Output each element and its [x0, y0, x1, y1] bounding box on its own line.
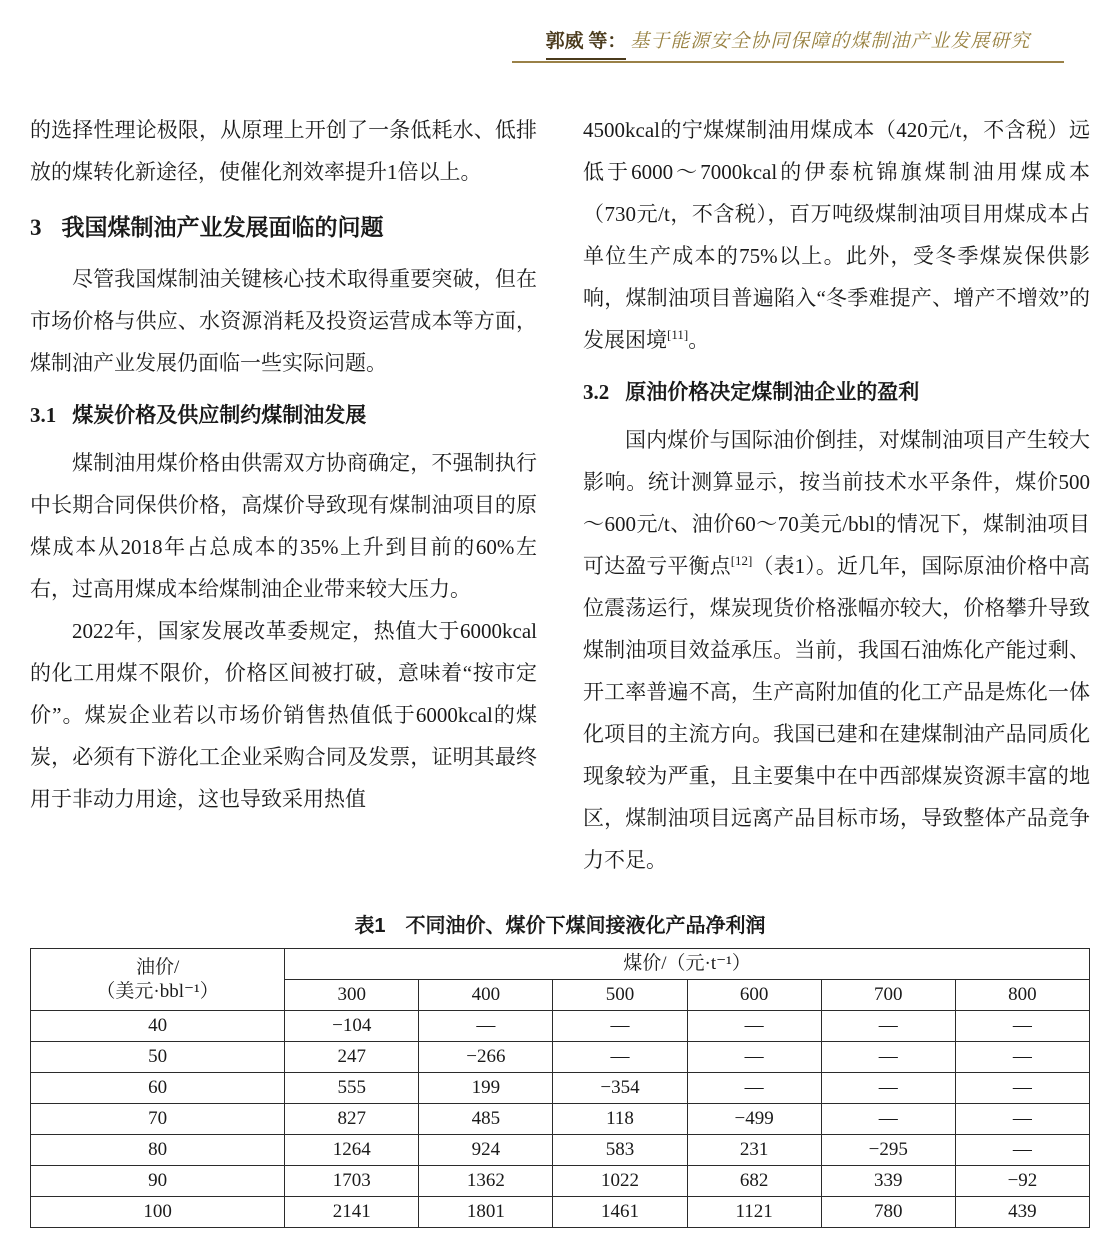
section-number: 3.1 [30, 403, 57, 427]
oil-price-cell: 50 [31, 1042, 285, 1073]
paragraph-text: 4500kcal的宁煤煤制油用煤成本（420元/t，不含税）远低于6000～7000kcal的伊泰杭锦旗煤制油用煤成本（730元/t，不含税），百万吨级煤制油项目用煤成本占单位生产成本的75%以上。此外，受冬季煤炭保供影响，煤制油项目普遍陷入“冬季难提产、增产不增效”的发展困境 [583, 118, 1090, 352]
table-header-row-1 [31, 949, 1090, 980]
table-cell: 555 [285, 1073, 419, 1104]
table-cell: −354 [553, 1073, 687, 1104]
table-cell: 485 [419, 1104, 553, 1135]
oil-price-header-line1: 油价/ [135, 956, 180, 978]
oil-price-header-line2: （美元·bbl⁻¹） [96, 980, 219, 1002]
table-cell: 439 [955, 1197, 1089, 1228]
paragraph-continuation [30, 109, 537, 193]
table-cell: — [821, 1011, 955, 1042]
table-cell: 1461 [553, 1197, 687, 1228]
section-title: 我国煤制油产业发展面临的问题 [61, 214, 384, 240]
table-cell: 1801 [419, 1197, 553, 1228]
table-cell: — [821, 1104, 955, 1135]
table-row [31, 1073, 1090, 1104]
paragraph [30, 258, 537, 384]
coal-price-col-header: 800 [955, 980, 1089, 1011]
coal-price-header-cell: 煤价/（元·t⁻¹） [285, 949, 1090, 980]
table-cell: 682 [687, 1166, 821, 1197]
running-head-area [30, 26, 1090, 63]
coal-price-col-header: 500 [553, 980, 687, 1011]
table-cell: 827 [285, 1104, 419, 1135]
table-row [31, 1166, 1090, 1197]
table-cell: — [419, 1011, 553, 1042]
table-cell: −499 [687, 1104, 821, 1135]
oil-price-cell: 40 [31, 1011, 285, 1042]
table-cell: −266 [419, 1042, 553, 1073]
table-cell: 924 [419, 1135, 553, 1166]
running-head-title: 基于能源安全协同保障的煤制油产业发展研究 [630, 31, 1031, 52]
table-row [31, 1042, 1090, 1073]
table-cell: 1264 [285, 1135, 419, 1166]
citation-ref-11: [11] [667, 327, 689, 342]
table-cell: — [821, 1073, 955, 1104]
table-body [31, 1011, 1090, 1228]
paragraph [583, 419, 1090, 881]
table-cell: −295 [821, 1135, 955, 1166]
coal-price-col-header: 600 [687, 980, 821, 1011]
paragraph [30, 610, 537, 820]
oil-price-cell: 70 [31, 1104, 285, 1135]
table-cell: −104 [285, 1011, 419, 1042]
table-cell: 231 [687, 1135, 821, 1166]
section-heading-3 [30, 210, 537, 245]
right-column [583, 109, 1090, 881]
profit-table [30, 948, 1090, 1228]
coal-price-col-header: 700 [821, 980, 955, 1011]
table-cell: — [955, 1104, 1089, 1135]
table-cell: 339 [821, 1166, 955, 1197]
section-heading-3-1 [30, 399, 537, 432]
table-cell: 2141 [285, 1197, 419, 1228]
running-head-authors: 郭威 等： [546, 31, 627, 60]
paragraph-text: 的选择性理论极限，从原理上开创了一条低耗水、低排放的煤转化新途径，使催化剂效率提升1倍以上。 [30, 118, 537, 184]
oil-price-cell: 90 [31, 1166, 285, 1197]
citation-ref-12: [12] [730, 553, 753, 568]
left-column [30, 109, 537, 881]
section-number: 3 [30, 215, 42, 240]
table-cell: — [955, 1042, 1089, 1073]
paragraph-text: 。 [688, 328, 710, 352]
table-cell: 1121 [687, 1197, 821, 1228]
table-cell: 247 [285, 1042, 419, 1073]
table-cell: — [553, 1011, 687, 1042]
table-cell: — [821, 1042, 955, 1073]
table-cell: — [687, 1042, 821, 1073]
paragraph-text: 国内煤价与国际油价倒挂，对煤制油项目产生较大影响。统计测算显示，按当前技术水平条件，煤价500～600元/t、油价60～70美元/bbl的情况下，煤制油项目可达盈亏平衡点 [583, 428, 1090, 578]
table-cell: 118 [553, 1104, 687, 1135]
paragraph-text: 煤制油用煤价格由供需双方协商确定，不强制执行中长期合同保供价格，高煤价导致现有煤制油项目的原煤成本从2018年占总成本的35%上升到目前的60%左右，过高用煤成本给煤制油企业带来较大压力。 [30, 451, 537, 601]
table-cell: −92 [955, 1166, 1089, 1197]
table-block [30, 909, 1090, 1228]
section-title: 原油价格决定煤制油企业的盈利 [625, 381, 920, 404]
oil-price-cell: 80 [31, 1135, 285, 1166]
paragraph [30, 442, 537, 610]
table-cell: 1703 [285, 1166, 419, 1197]
paragraph-continuation [583, 109, 1090, 361]
table-caption: 表1 不同油价、煤价下煤间接液化产品净利润 [354, 915, 766, 937]
table-row [31, 1197, 1090, 1228]
table-cell: — [955, 1135, 1089, 1166]
table-cell: 583 [553, 1135, 687, 1166]
oil-price-header-cell [31, 949, 285, 1011]
running-head [512, 26, 1064, 63]
table-cell: — [955, 1073, 1089, 1104]
table-cell: — [553, 1042, 687, 1073]
paragraph-text: 尽管我国煤制油关键核心技术取得重要突破，但在市场价格与供应、水资源消耗及投资运营成本等方面，煤制油产业发展仍面临一些实际问题。 [30, 267, 537, 375]
table-row [31, 1104, 1090, 1135]
coal-price-col-header: 300 [285, 980, 419, 1011]
table-row [31, 1135, 1090, 1166]
table-cell: — [687, 1011, 821, 1042]
table-row [31, 1011, 1090, 1042]
two-column-body [30, 109, 1090, 881]
table-cell: 1362 [419, 1166, 553, 1197]
oil-price-cell: 60 [31, 1073, 285, 1104]
paragraph-text: （表1）。近几年，国际原油价格中高位震荡运行，煤炭现货价格涨幅亦较大，价格攀升导致煤制油项目效益承压。当前，我国石油炼化产能过剩、开工率普遍不高，生产高附加值的化工产品是炼化一体化项目的主流方向。我国已建和在建煤制油产品同质化现象较为严重，且主要集中在中西部煤炭资源丰富的地区，煤制油项目远离产品目标市场，导致整体产品竞争力不足。 [583, 554, 1091, 872]
table-cell: — [955, 1011, 1089, 1042]
table-cell: 199 [419, 1073, 553, 1104]
paragraph-text: 2022年，国家发展改革委规定，热值大于6000kcal的化工用煤不限价，价格区间被打破，意味着“按市定价”。煤炭企业若以市场价销售热值低于6000kcal的煤炭，必须有下游化工企业采购合同及发票，证明其最终用于非动力用途，这也导致采用热值 [30, 619, 537, 811]
coal-price-col-header: 400 [419, 980, 553, 1011]
section-number: 3.2 [583, 380, 610, 404]
section-title: 煤炭价格及供应制约煤制油发展 [72, 404, 367, 427]
oil-price-cell: 100 [31, 1197, 285, 1228]
table-header [31, 949, 1090, 1011]
table-cell: 1022 [553, 1166, 687, 1197]
table-cell: 780 [821, 1197, 955, 1228]
table-cell: — [687, 1073, 821, 1104]
section-heading-3-2 [583, 376, 1090, 409]
